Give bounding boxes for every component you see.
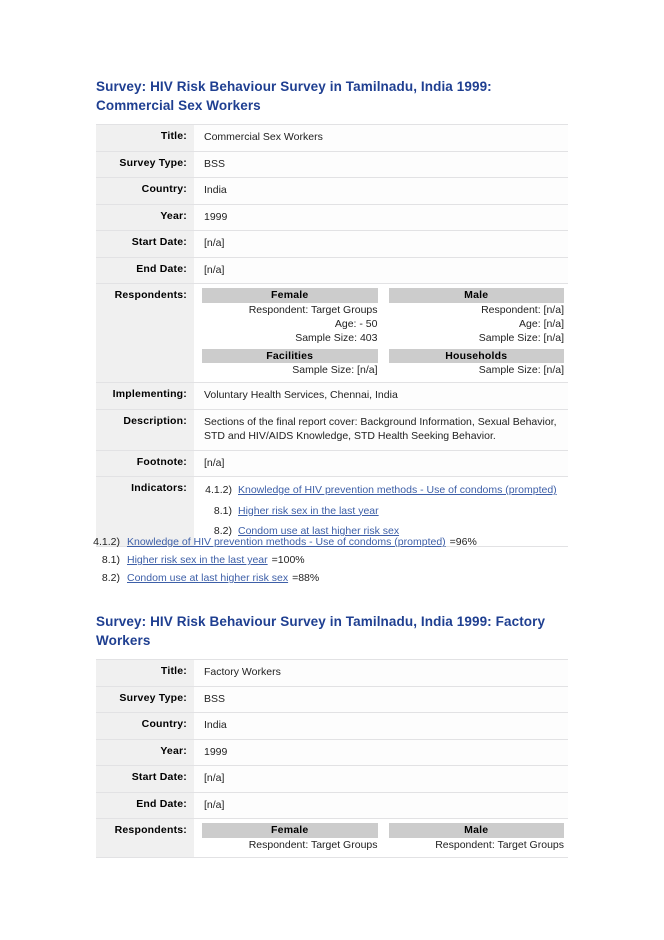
respondents-grid — [191, 288, 575, 377]
table-row-survey-type — [96, 151, 568, 178]
indicator-item — [202, 504, 562, 519]
result-number: 8.2) — [101, 572, 120, 584]
indicator-link[interactable]: Knowledge of HIV prevention methods - Use of condoms (prompted) — [238, 484, 557, 496]
table-row-year — [96, 204, 568, 231]
indicator-link[interactable]: Higher risk sex in the last year — [238, 504, 379, 517]
result-number: 8.1) — [101, 554, 120, 566]
survey-block-commercial-sex-workers — [96, 78, 568, 547]
description-line-1: Sections of the final report cover: Background Information, Sexual Behavior, — [204, 415, 557, 428]
label-survey-type: Survey Type: — [96, 151, 194, 178]
result-value: =88% — [292, 572, 320, 584]
table-row-end-date — [96, 792, 568, 819]
result-link[interactable]: Condom use at last higher risk sex — [127, 572, 289, 584]
label-country: Country: — [96, 713, 194, 740]
label-title: Title: — [96, 660, 194, 687]
label-description: Description: — [96, 409, 194, 450]
survey-block-factory-workers — [96, 613, 568, 858]
value-footnote: [n/a] — [194, 450, 568, 477]
respondents-row-age — [202, 317, 564, 331]
table-row-survey-type — [96, 686, 568, 713]
label-country: Country: — [96, 178, 194, 205]
indicator-item — [202, 483, 562, 498]
respondents-header-male: Male — [389, 288, 565, 303]
table-row-country — [96, 713, 568, 740]
label-respondents: Respondents: — [96, 284, 194, 383]
label-year: Year: — [96, 739, 194, 766]
result-link[interactable]: Knowledge of HIV prevention methods - Use of condoms (prompted) — [127, 536, 446, 548]
table-row-year — [96, 739, 568, 766]
indicator-results-list — [60, 536, 580, 590]
value-description — [194, 409, 568, 450]
value-start-date: [n/a] — [194, 231, 568, 258]
result-link[interactable]: Higher risk sex in the last year — [127, 554, 268, 566]
label-year: Year: — [96, 204, 194, 231]
value-year: 1999 — [194, 204, 568, 231]
value-respondents — [194, 284, 568, 383]
respondents-header-female: Female — [202, 288, 378, 303]
male-respondent: Respondent: [n/a] — [481, 303, 564, 316]
result-item — [60, 572, 580, 584]
male-age: Age: [n/a] — [519, 317, 564, 330]
respondents-row-facility-sample — [202, 363, 564, 377]
page-title: Survey: HIV Risk Behaviour Survey in Tamilnadu, India 1999: Commercial Sex Workers — [96, 79, 492, 113]
households-sample-size: Sample Size: [n/a] — [478, 364, 564, 376]
respondents-row-respondent — [202, 838, 564, 852]
respondents-header-facilities: Facilities — [202, 349, 378, 364]
respondents-header-row-1 — [202, 823, 564, 838]
value-title: Commercial Sex Workers — [194, 125, 568, 152]
page-title-secondary: Survey: HIV Risk Behaviour Survey in Tamilnadu, India 1999: Factory Workers — [96, 614, 546, 648]
table-row-footnote — [96, 450, 568, 477]
table-row-start-date — [96, 766, 568, 793]
label-respondents: Respondents: — [96, 819, 194, 858]
value-year: 1999 — [194, 739, 568, 766]
respondents-header-row-2 — [202, 349, 564, 364]
respondents-row-sample-size — [202, 331, 564, 345]
result-value: =96% — [449, 536, 477, 548]
value-survey-type: BSS — [194, 686, 568, 713]
male-respondent: Respondent: Target Groups — [435, 838, 564, 851]
result-item — [60, 554, 580, 566]
respondents-grid-secondary — [191, 823, 575, 852]
indicator-number: 4.1.2) — [205, 484, 232, 496]
respondents-header-row-1 — [202, 288, 564, 303]
female-age: Age: - 50 — [334, 317, 378, 330]
table-row-country — [96, 178, 568, 205]
label-survey-type: Survey Type: — [96, 686, 194, 713]
indicator-link[interactable]: Condom use at last higher risk sex — [238, 525, 400, 537]
value-survey-type: BSS — [194, 151, 568, 178]
value-respondents — [194, 819, 568, 858]
value-country: India — [194, 713, 568, 740]
label-implementing: Implementing: — [96, 383, 194, 410]
label-start-date: Start Date: — [96, 766, 194, 793]
value-end-date: [n/a] — [194, 792, 568, 819]
table-row-start-date — [96, 231, 568, 258]
indicator-number: 8.2) — [213, 525, 232, 537]
result-number: 4.1.2) — [93, 536, 120, 548]
label-end-date: End Date: — [96, 792, 194, 819]
label-indicators: Indicators: — [96, 477, 194, 547]
value-country: India — [194, 178, 568, 205]
table-row-end-date — [96, 257, 568, 284]
result-item — [60, 536, 580, 548]
label-start-date: Start Date: — [96, 231, 194, 258]
label-end-date: End Date: — [96, 257, 194, 284]
description-line-2: STD and HIV/AIDS Knowledge, STD Health Seeking Behavior. — [204, 430, 496, 442]
table-row-respondents — [96, 819, 568, 858]
table-row-implementing — [96, 383, 568, 410]
value-end-date: [n/a] — [194, 257, 568, 284]
female-respondent: Respondent: Target Groups — [248, 303, 378, 316]
survey-detail-table-secondary — [96, 659, 568, 858]
result-value: =100% — [271, 554, 305, 566]
value-start-date: [n/a] — [194, 766, 568, 793]
respondents-header-male: Male — [389, 823, 565, 838]
survey-detail-table — [96, 124, 568, 547]
respondents-header-households: Households — [389, 349, 565, 364]
male-sample-size: Sample Size: [n/a] — [478, 331, 564, 344]
facilities-sample-size: Sample Size: [n/a] — [292, 364, 378, 376]
female-sample-size: Sample Size: 403 — [295, 331, 378, 344]
indicator-number: 8.1) — [213, 504, 232, 517]
label-footnote: Footnote: — [96, 450, 194, 477]
table-row-description — [96, 409, 568, 450]
value-title: Factory Workers — [194, 660, 568, 687]
respondents-row-respondent — [202, 303, 564, 317]
female-respondent: Respondent: Target Groups — [248, 838, 378, 851]
table-row-title — [96, 660, 568, 687]
table-row-respondents — [96, 284, 568, 383]
value-implementing: Voluntary Health Services, Chennai, India — [194, 383, 568, 410]
respondents-header-female: Female — [202, 823, 378, 838]
label-title: Title: — [96, 125, 194, 152]
table-row-title — [96, 125, 568, 152]
